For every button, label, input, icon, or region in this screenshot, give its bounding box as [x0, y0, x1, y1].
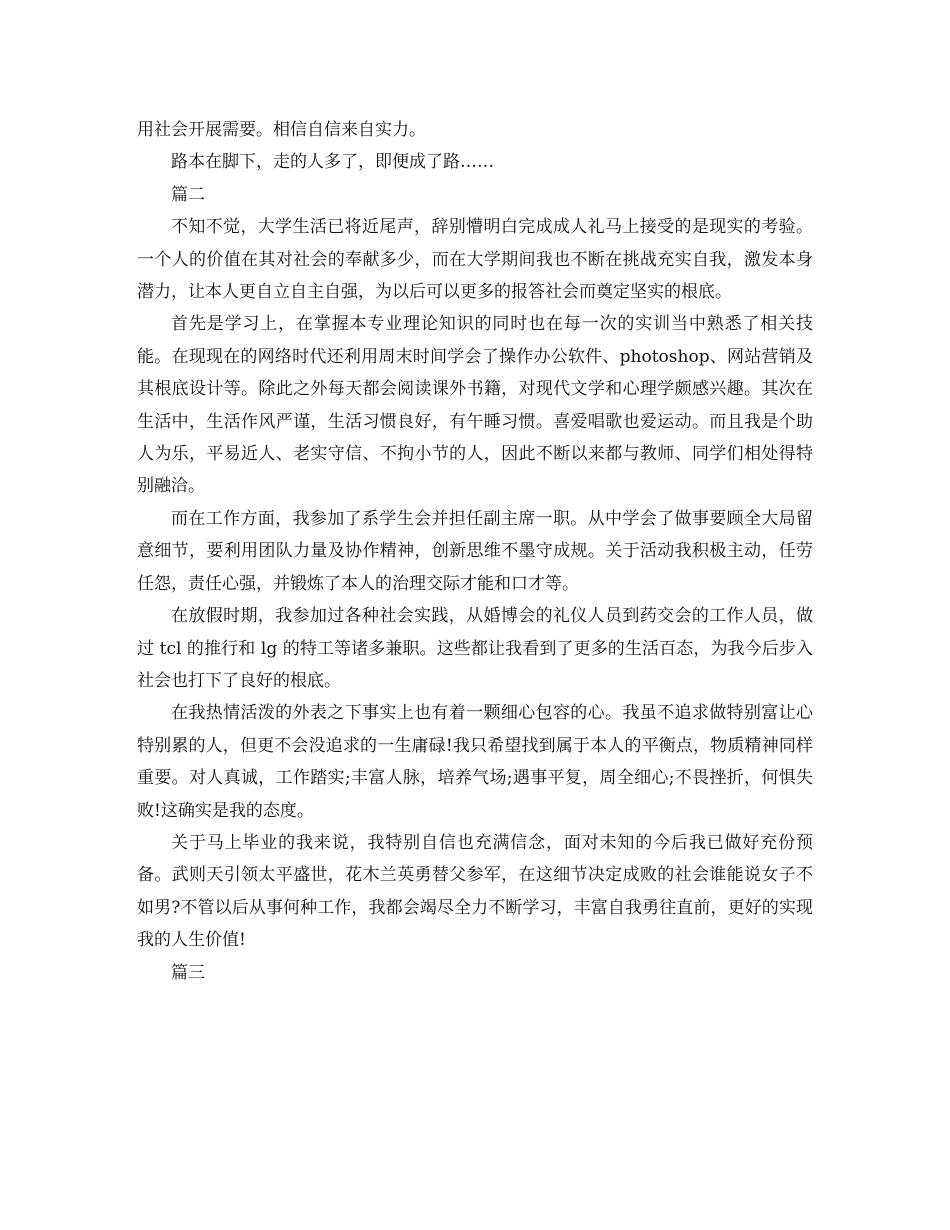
paragraph-6: 关于马上毕业的我来说，我特别自信也充满信念，面对未知的今后我已做好充份预备。武则天引领太平盛世，花木兰英勇替父参军，在这细节决定成败的社会谁能说女子不如男?不管以后从事何种工作，我都会竭尽全力不断学习，丰富自我勇往直前，更好的实现我的人生价值! — [137, 832, 813, 951]
paragraph-road: 路本在脚下，走的人多了，即便成了路…… — [171, 152, 494, 173]
section-heading-2: 篇二 — [171, 184, 205, 205]
paragraph-3: 而在工作方面，我参加了系学生会并担任副主席一职。从中学会了做事要顾全大局留意细节，要利用团队力量及协作精神，创新思维不墨守成规。关于活动我积极主动，任劳任怨，责任心强，并锻炼了本人的治理交际才能和口才等。 — [137, 508, 813, 594]
document-body — [137, 114, 813, 989]
paragraph-2: 首先是学习上，在掌握本专业理论知识的同时也在每一次的实训当中熟悉了相关技能。在现现在的网络时代还利用周末时间学会了操作办公软件、photoshop、网站营销及其根底设计等。除此之外每天都会阅读课外书籍，对现代文学和心理学颇感兴趣。其次在生活中，生活作风严谨，生活习惯良好，有午睡习惯。喜爱唱歌也爱运动。而且我是个助人为乐，平易近人、老实守信、不拘小节的人，因此不断以来都与教师、同学们相处得特别融洽。 — [137, 314, 813, 497]
paragraph-continuation: 用社会开展需要。相信自信来自实力。 — [137, 120, 426, 140]
paragraph-5: 在我热情活泼的外表之下事实上也有着一颗细心包容的心。我虽不追求做特别富让心特别累的人，但更不会没追求的一生庸碌!我只希望找到属于本人的平衡点，物质精神同样重要。对人真诚，工作踏实;丰富人脉，培养气场;遇事平复，周全细心;不畏挫折，何惧失败!这确实是我的态度。 — [137, 703, 813, 821]
section-heading-3: 篇三 — [171, 962, 205, 983]
paragraph-1: 不知不觉，大学生活已将近尾声，辞别懵明白完成成人礼马上接受的是现实的考验。一个人的价值在其对社会的奉献多少，而在大学期间我也不断在挑战充实自我，激发本身潜力，让本人更自立自主自强，为以后可以更多的报答社会而奠定坚实的根底。 — [137, 217, 813, 303]
paragraph-4: 在放假时期，我参加过各种社会实践，从婚博会的礼仪人员到药交会的工作人员，做过 tcl 的推行和 lg 的特工等诸多兼职。这些都让我看到了更多的生活百态，为我今后步入社会也打下了良好的根底。 — [137, 606, 813, 691]
